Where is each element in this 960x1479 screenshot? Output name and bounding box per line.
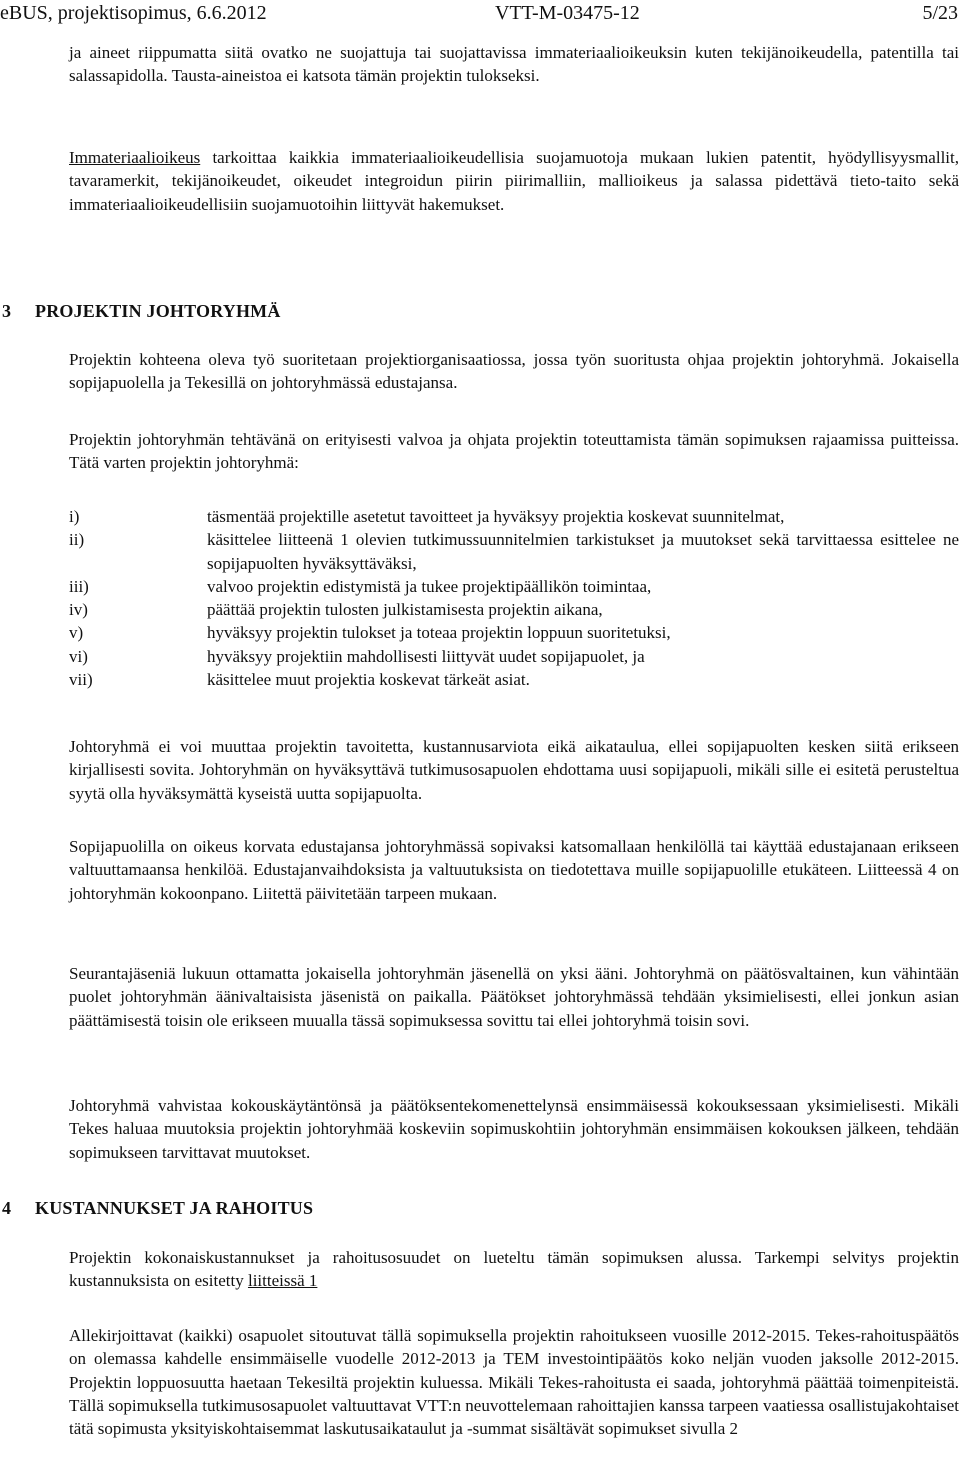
list-item	[69, 645, 959, 668]
list-item-marker: v)	[69, 623, 84, 643]
paragraph-representatives: Sopijapuolilla on oikeus korvata edustajansa johtoryhmässä sopivaksi katsomallaan henkilöllä tai käyttää edustajanaan erikseen valtuuttamaansa henkilöä. Edustajanvaihdoksista ja valtuutuksista on tiedotettava muille sopijapuolille etukäteen. Liitteessä 4 on johtoryhmän kokoonpano. Liitettä päivitetään tarpeen mukaan.	[69, 837, 959, 903]
section-title: PROJEKTIN JOHTORYHMÄ	[35, 301, 281, 321]
list-item	[69, 505, 959, 528]
ipr-definition-text: tarkoittaa kaikkia immateriaalioikeudellisia suojamuotoja mukaan lukien patentit, hyödyllisyysmallit, tavaramerkit, tekijänoikeudet, oikeudet integroidun piirin piirimalliin, mallioikeus ja salassa pidettävä tieto-taito sekä immateriaalioikeudellisiin suojamuotoihin liittyvät hakemukset.	[69, 148, 959, 214]
list-item-marker: iv)	[69, 600, 88, 620]
paragraph-steering-group-intro: Projektin kohteena oleva työ suoritetaan projektiorganisaatiossa, jossa työn suoritusta ohjaa projektin johtoryhmä. Jokaisella sopijapuolella ja Tekesillä on johtoryhmässä edustajansa.	[69, 350, 959, 393]
paragraph-steering-group-limits: Johtoryhmä ei voi muuttaa projektin tavoitetta, kustannusarviota eikä aikataulua, ellei sopijapuolten kesken siitä erikseen kirjallisesti sovita. Johtoryhmän on hyväksyttävä tutkimusosapuolen ehdottama uusi sopijapuoli, mikäli sille ei esitetä perusteltua syytä olla hyväksymättä kyseistä uutta sopijapuolta.	[69, 737, 959, 803]
list-item	[69, 528, 959, 575]
ipr-term: Immateriaalioikeus	[69, 148, 201, 167]
list-item	[69, 668, 959, 691]
appendix-link[interactable]: liitteissä 1	[247, 1271, 318, 1291]
list-item-text: päättää projektin tulosten julkistamisesta projektin aikana,	[207, 600, 603, 620]
section-title: KUSTANNUKSET JA RAHOITUS	[35, 1198, 314, 1218]
list-item	[69, 598, 959, 621]
paragraph-funding-commitment: Allekirjoittavat (kaikki) osapuolet sitoutuvat tällä sopimuksella projektin rahoitukseen vuosille 2012-2015. Tekes-rahoituspäätös on olemassa kahdelle ensimmäiselle vuodelle 2012-2013 ja TEM investointipäätös koko neljän vuoden jaksolle 2012-2015. Projektin loppuosuutta haetaan Tekesiltä projektin kuluessa. Mikäli Tekes-rahoitusta ei saada, johtoryhmä päättää toimenpiteistä. Tällä sopimuksella tutkimusosapuolet valtuuttavat VTT:n neuvottelemaan rahoittajien kanssa tarpeen vaatiessa osallistujakohtaiset tätä sopimusta yksityiskohtaisemmat laskutusaikataulut ja -summat sisältävät sopimukset sivulla 2	[69, 1326, 959, 1439]
list-item-text: hyväksyy projektiin mahdollisesti liittyvät uudet sopijapuolet, ja	[207, 646, 645, 666]
list-item-text: käsittelee muut projektia koskevat tärkeät asiat.	[207, 670, 530, 690]
paragraph-background-material: ja aineet riippumatta siitä ovatko ne suojattuja tai suojattavissa immateriaalioikeuksin kuten tekijänoikeudella, patentilla tai salassapidolla. Tausta-aineistoa ei katsota tämän projektin tulokseksi.	[69, 43, 959, 86]
costs-text: Projektin kokonaiskustannukset ja rahoitusosuudet on lueteltu tämän sopimuksen alussa. Tarkempi selvitys projektin kustannuksista on esitetty	[69, 1248, 959, 1291]
list-item	[69, 575, 959, 598]
paragraph-costs	[69, 1246, 959, 1293]
page-header	[0, 1, 960, 29]
list-item-text: hyväksyy projektin tulokset ja toteaa projektin loppuun suoritetuksi,	[207, 623, 671, 643]
list-item-marker: i)	[69, 507, 80, 526]
list-item-text: täsmentää projektille asetetut tavoitteet ja hyväksyy projektia koskevat suunnitelmat,	[207, 507, 785, 526]
list-item-text: valvoo projektin edistymistä ja tukee projektipäällikön toimintaa,	[207, 576, 652, 596]
list-item-marker: ii)	[69, 530, 85, 550]
paragraph-meeting-practice: Johtoryhmä vahvistaa kokouskäytäntönsä ja päätöksentekomenettelynsä ensimmäisessä kokouksessaan yksimielisesti. Mikäli Tekes haluaa muutoksia projektin johtoryhmää koskeviin sopimuskohtiin johtoryhmän ensimmäisen kokouksen jälkeen, tehdään sopimukseen tarvittavat muutokset.	[69, 1096, 959, 1162]
paragraph-ipr-definition	[69, 146, 959, 216]
header-document-id: VTT-M-03475-12	[495, 2, 640, 24]
section-number: 3	[2, 301, 12, 321]
task-list	[69, 505, 959, 691]
list-item	[69, 621, 959, 644]
paragraph-steering-group-tasks: Projektin johtoryhmän tehtävänä on erityisesti valvoa ja ohjata projektin toteuttamista tämän sopimuksen rajaamissa puitteissa. Tätä varten projektin johtoryhmä:	[69, 430, 959, 473]
section-heading-4	[2, 1196, 313, 1220]
section-number: 4	[2, 1198, 12, 1218]
list-item-marker: vi)	[69, 646, 88, 666]
list-item-marker: iii)	[69, 576, 89, 596]
list-item-marker: vii)	[69, 670, 93, 690]
header-page-number: 5/23	[922, 2, 958, 24]
list-item-text: käsittelee liitteenä 1 olevien tutkimussuunnitelmien tarkistukset ja muutokset sekä tarvittaessa esittelee ne sopijapuolten hyväksyttäväksi,	[207, 530, 959, 573]
section-heading-3	[2, 299, 281, 323]
header-document-title: eBUS, projektisopimus, 6.6.2012	[0, 2, 267, 24]
paragraph-voting: Seurantajäseniä lukuun ottamatta jokaisella johtoryhmän jäsenellä on yksi ääni. Johtoryhmä on päätösvaltainen, kun vähintään puolet johtoryhmän äänivaltaisista jäsenistä on paikalla. Päätökset johtoryhmässä tehdään yksimielisesti, ellei jonkun asian päättämisestä toisin ole erikseen muualla tässä sopimuksessa sovittu tai ellei johtoryhmä toisin sovi.	[69, 964, 959, 1030]
